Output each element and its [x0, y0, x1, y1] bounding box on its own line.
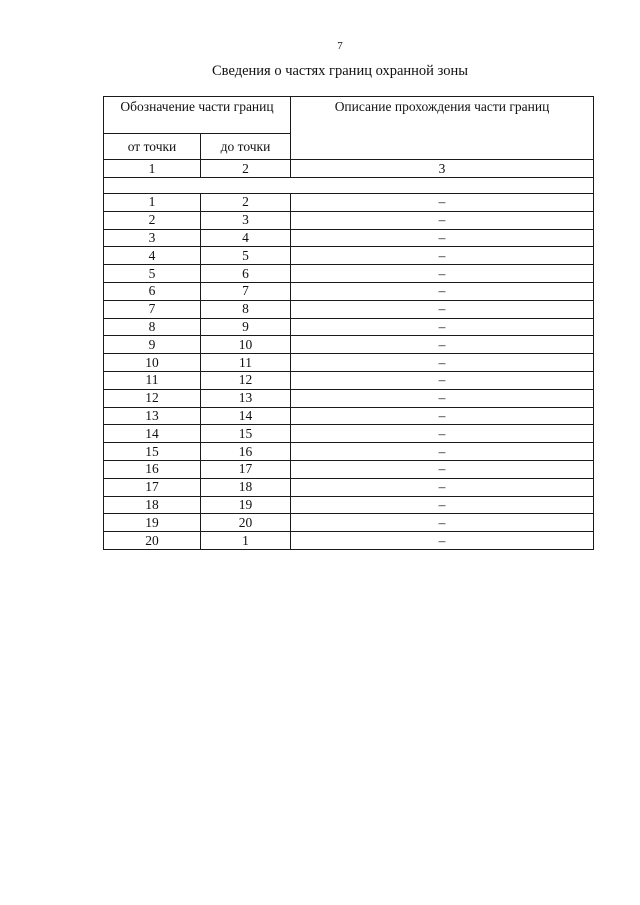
table-row	[104, 407, 594, 425]
table-row	[104, 194, 594, 212]
table-row	[104, 300, 594, 318]
from-point-cell: 13	[104, 407, 201, 425]
table-row	[104, 336, 594, 354]
description-cell: –	[291, 443, 594, 461]
to-point-cell: 8	[201, 300, 291, 318]
description-cell: –	[291, 229, 594, 247]
header-boundary-part-designation: Обозначение части границ	[104, 97, 291, 134]
to-point-cell: 6	[201, 265, 291, 283]
from-point-cell: 11	[104, 371, 201, 389]
table-row	[104, 478, 594, 496]
to-point-cell: 4	[201, 229, 291, 247]
to-point-cell: 13	[201, 389, 291, 407]
from-point-cell: 7	[104, 300, 201, 318]
from-point-cell: 3	[104, 229, 201, 247]
column-number: 1	[104, 160, 201, 178]
to-point-cell: 15	[201, 425, 291, 443]
from-point-cell: 9	[104, 336, 201, 354]
header-from-point: от точки	[104, 134, 201, 160]
section-spacer-row	[104, 178, 594, 194]
header-boundary-description: Описание прохождения части границ	[291, 97, 594, 160]
from-point-cell: 8	[104, 318, 201, 336]
table-row	[104, 371, 594, 389]
table-row	[104, 318, 594, 336]
from-point-cell: 10	[104, 354, 201, 372]
table-row	[104, 282, 594, 300]
column-number: 3	[291, 160, 594, 178]
to-point-cell: 7	[201, 282, 291, 300]
from-point-cell: 17	[104, 478, 201, 496]
description-cell: –	[291, 318, 594, 336]
table-row	[104, 460, 594, 478]
from-point-cell: 5	[104, 265, 201, 283]
description-cell: –	[291, 425, 594, 443]
from-point-cell: 12	[104, 389, 201, 407]
from-point-cell: 18	[104, 496, 201, 514]
description-cell: –	[291, 496, 594, 514]
description-cell: –	[291, 282, 594, 300]
table-body	[104, 160, 594, 550]
to-point-cell: 11	[201, 354, 291, 372]
table-row	[104, 496, 594, 514]
table-row	[104, 425, 594, 443]
table-row	[104, 265, 594, 283]
description-cell: –	[291, 389, 594, 407]
boundary-parts-table	[103, 96, 594, 550]
to-point-cell: 3	[201, 211, 291, 229]
description-cell: –	[291, 460, 594, 478]
to-point-cell: 18	[201, 478, 291, 496]
from-point-cell: 16	[104, 460, 201, 478]
table-row	[104, 229, 594, 247]
to-point-cell: 14	[201, 407, 291, 425]
table-row	[104, 211, 594, 229]
to-point-cell: 19	[201, 496, 291, 514]
to-point-cell: 17	[201, 460, 291, 478]
header-to-point: до точки	[201, 134, 291, 160]
table-row	[104, 514, 594, 532]
from-point-cell: 20	[104, 532, 201, 550]
column-number-row	[104, 160, 594, 178]
table-row	[104, 354, 594, 372]
from-point-cell: 4	[104, 247, 201, 265]
to-point-cell: 20	[201, 514, 291, 532]
from-point-cell: 6	[104, 282, 201, 300]
from-point-cell: 1	[104, 194, 201, 212]
from-point-cell: 2	[104, 211, 201, 229]
to-point-cell: 10	[201, 336, 291, 354]
description-cell: –	[291, 407, 594, 425]
to-point-cell: 9	[201, 318, 291, 336]
description-cell: –	[291, 194, 594, 212]
description-cell: –	[291, 514, 594, 532]
table-row	[104, 247, 594, 265]
description-cell: –	[291, 371, 594, 389]
table-row	[104, 443, 594, 461]
column-number: 2	[201, 160, 291, 178]
description-cell: –	[291, 300, 594, 318]
from-point-cell: 19	[104, 514, 201, 532]
description-cell: –	[291, 247, 594, 265]
to-point-cell: 12	[201, 371, 291, 389]
description-cell: –	[291, 211, 594, 229]
to-point-cell: 1	[201, 532, 291, 550]
description-cell: –	[291, 354, 594, 372]
document-title: Сведения о частях границ охранной зоны	[212, 63, 468, 79]
page-number: 7	[337, 40, 343, 52]
table-row	[104, 532, 594, 550]
from-point-cell: 15	[104, 443, 201, 461]
description-cell: –	[291, 265, 594, 283]
to-point-cell: 5	[201, 247, 291, 265]
empty-cell	[104, 178, 594, 194]
to-point-cell: 16	[201, 443, 291, 461]
description-cell: –	[291, 478, 594, 496]
description-cell: –	[291, 532, 594, 550]
from-point-cell: 14	[104, 425, 201, 443]
table-row	[104, 389, 594, 407]
description-cell: –	[291, 336, 594, 354]
to-point-cell: 2	[201, 194, 291, 212]
